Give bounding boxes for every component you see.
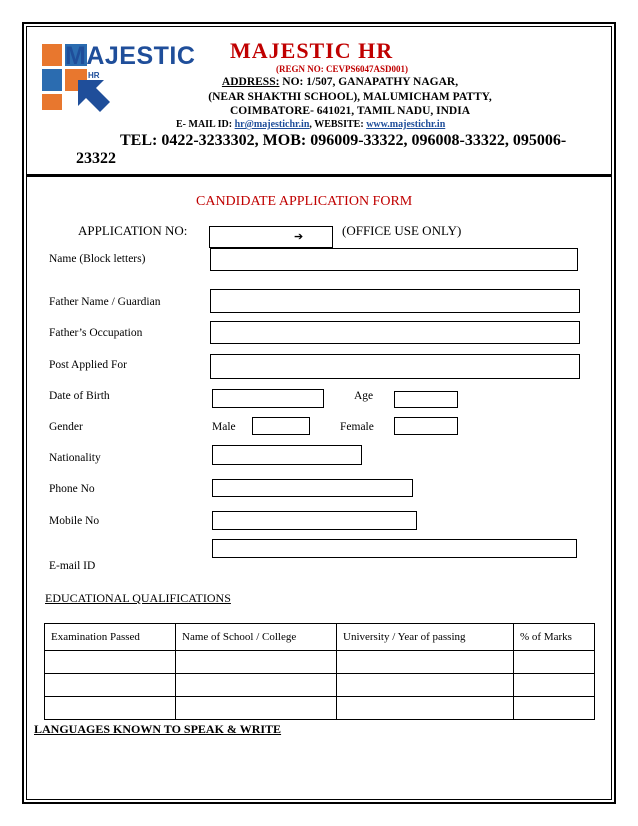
table-cell[interactable]: [45, 697, 176, 720]
male-label: Male: [212, 421, 236, 433]
table-cell[interactable]: [176, 674, 337, 697]
telephone-line-1: TEL: 0422-3233302, MOB: 096009-33322, 096008-33322, 095006-: [120, 132, 567, 149]
office-use-label: (OFFICE USE ONLY): [342, 223, 462, 238]
column-header-exam: Examination Passed: [45, 624, 176, 651]
column-header-university: University / Year of passing: [337, 624, 514, 651]
header-divider: [26, 174, 612, 177]
registration-number: (REGN NO: CEVPS6047ASD001): [276, 64, 409, 74]
mobile-input[interactable]: [212, 511, 417, 530]
logo-word: MAJESTIC: [65, 42, 196, 70]
email-link[interactable]: hr@majestichr.in: [234, 119, 310, 130]
table-cell[interactable]: [176, 697, 337, 720]
father-name-input[interactable]: [210, 289, 580, 313]
phone-input[interactable]: [212, 479, 413, 497]
table-cell[interactable]: [514, 651, 595, 674]
mobile-label: Mobile No: [49, 515, 100, 527]
table-cell[interactable]: [514, 674, 595, 697]
phone-label: Phone No: [49, 483, 95, 495]
application-no-label: APPLICATION NO:: [78, 223, 188, 238]
age-label: Age: [354, 390, 374, 402]
column-header-school: Name of School / College: [176, 624, 337, 651]
address-line-2: (NEAR SHAKTHI SCHOOL), MALUMICHAM PATTY,: [208, 91, 492, 103]
post-applied-label: Post Applied For: [49, 359, 127, 371]
email-label: E-mail ID: [49, 560, 96, 572]
nationality-label: Nationality: [49, 452, 101, 464]
father-name-label: Father Name / Guardian: [49, 296, 161, 308]
age-input[interactable]: [394, 391, 458, 408]
form-title: CANDIDATE APPLICATION FORM: [196, 194, 413, 209]
dob-label: Date of Birth: [49, 390, 110, 402]
column-header-marks: % of Marks: [514, 624, 595, 651]
address-text-1: NO: 1/507, GANAPATHY NAGAR,: [282, 76, 459, 88]
logo-arrow-icon: [74, 76, 114, 116]
father-occupation-label: Father’s Occupation: [49, 327, 143, 339]
male-input[interactable]: [252, 417, 310, 435]
dob-input[interactable]: [212, 389, 324, 408]
name-input[interactable]: [210, 248, 578, 271]
contact-line: [176, 119, 445, 130]
email-input[interactable]: [212, 539, 577, 558]
table-header-row: [45, 624, 595, 651]
table-cell[interactable]: [45, 651, 176, 674]
table-cell[interactable]: [514, 697, 595, 720]
table-cell[interactable]: [337, 697, 514, 720]
father-occupation-input[interactable]: [210, 321, 580, 344]
post-applied-input[interactable]: [210, 354, 580, 379]
logo-sub: HR: [88, 71, 100, 80]
education-table: [44, 623, 595, 720]
female-label: Female: [340, 421, 374, 433]
majestic-logo: [40, 42, 196, 120]
address-line-3: COIMBATORE- 641021, TAMIL NADU, INDIA: [229, 105, 471, 117]
table-cell[interactable]: [176, 651, 337, 674]
table-row: [45, 674, 595, 697]
female-input[interactable]: [394, 417, 458, 435]
table-cell[interactable]: [45, 674, 176, 697]
address-label: ADDRESS:: [221, 76, 280, 88]
nationality-input[interactable]: [212, 445, 362, 465]
email-label: E- MAIL ID:: [176, 119, 233, 130]
name-label: Name (Block letters): [49, 253, 146, 265]
website-link[interactable]: www.majestichr.in: [366, 119, 446, 130]
table-cell[interactable]: [337, 674, 514, 697]
arrow-icon: ➔: [294, 231, 304, 243]
table-row: [45, 651, 595, 674]
application-no-field[interactable]: [209, 226, 333, 248]
languages-heading: LANGUAGES KNOWN TO SPEAK & WRITE: [34, 722, 282, 736]
table-cell[interactable]: [337, 651, 514, 674]
table-row: [45, 697, 595, 720]
website-label: , WEBSITE:: [309, 119, 364, 130]
gender-label: Gender: [49, 421, 83, 433]
telephone-line-2: 23322: [76, 150, 116, 167]
company-name: MAJESTIC HR: [230, 38, 394, 63]
education-heading: EDUCATIONAL QUALIFICATIONS: [45, 591, 231, 605]
address-line-1: [180, 76, 500, 88]
